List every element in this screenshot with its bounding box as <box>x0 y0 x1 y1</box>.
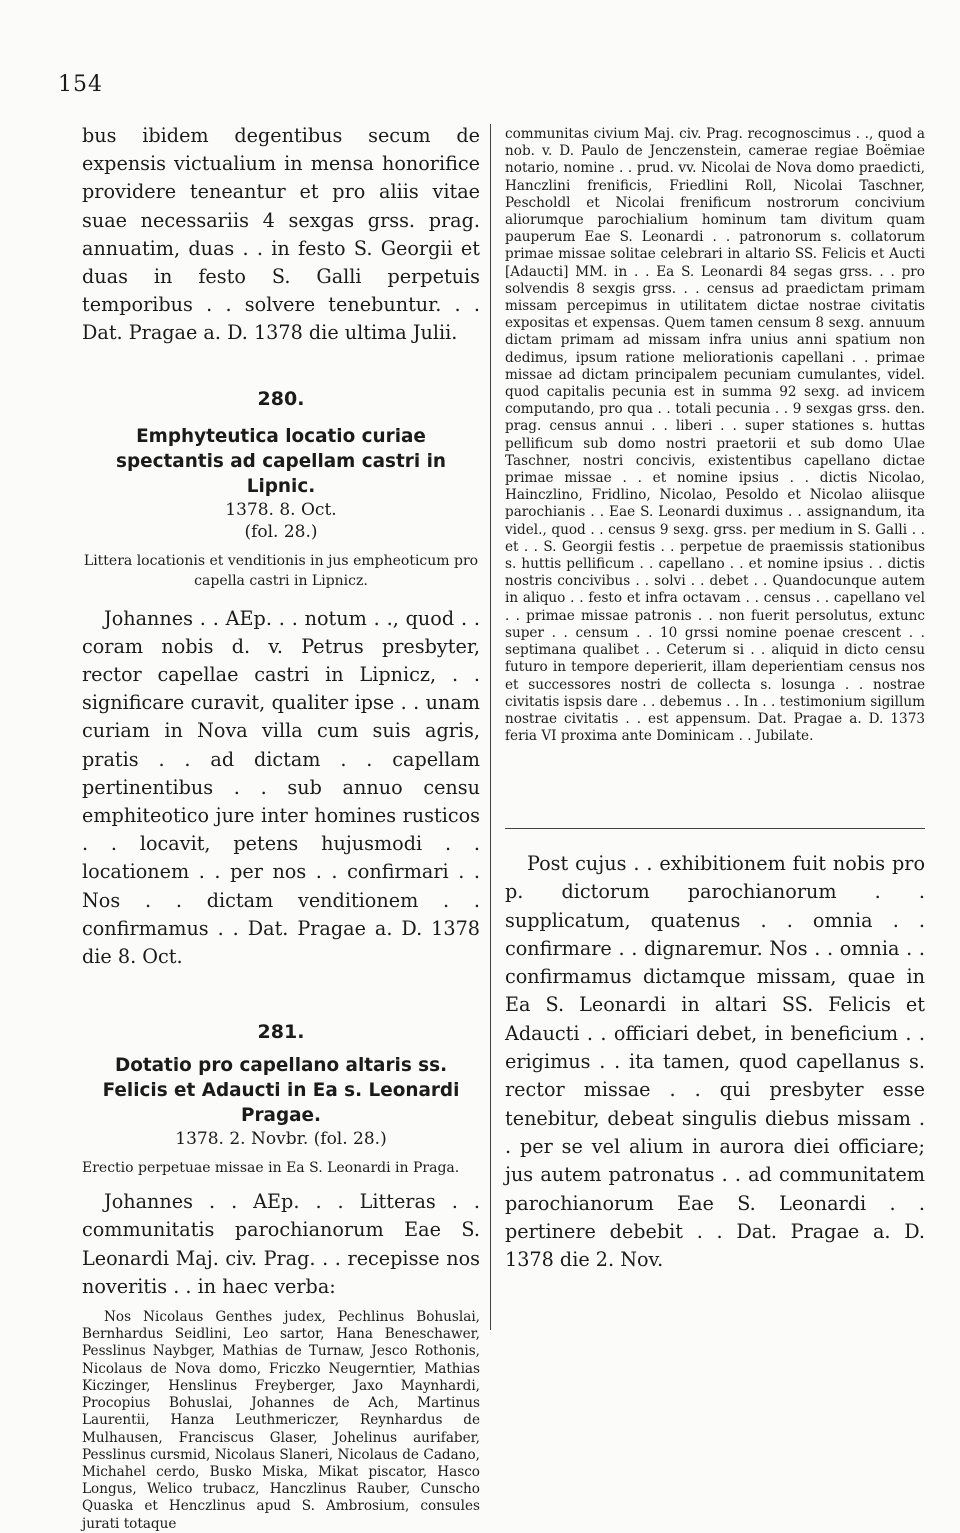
page-number: 154 <box>58 72 103 97</box>
document-regest-281: Erectio perpetuae missae in Ea S. Leonardi in Praga. <box>82 1160 460 1177</box>
insert-text-continued-container <box>505 126 925 745</box>
column-divider <box>490 124 491 1330</box>
document-number-281: 281. <box>257 1021 305 1044</box>
left-column <box>82 122 480 1533</box>
document-body-280-container <box>82 605 480 972</box>
closing-text: Post cujus . . exhibitionem fuit nobis pro p. dictorum parochianorum . . supplicatum, quatenus . . omnia . . confirmare . . dignaremur. Nos . . omnia . . confirmamus dictamque missam, quae in Ea S. Leonardi in altari SS. Felicis et Adaucti . . officiari debet, in beneficium . . erigimus . . ita tamen, quod capellanus s. rector missae . . qui presbyter esse tenebitur, debeat singulis diebus missam . . per se vel alium in aurora diei officiare; jus autem patronatus . . ad communitatem parochianorum Eae S. Leonardi . . pertinere debebit . . Dat. Pragae a. D. 1378 die 2. Nov. <box>505 852 925 1272</box>
document-heading-281: Dotatio pro capellano altaris ss. Felicis et Adaucti in Ea s. Leonardi Pragae. <box>102 1055 460 1127</box>
document-date-280: 1378. 8. Oct. <box>225 499 337 520</box>
insert-text-continued: communitas civium Maj. civ. Prag. recognoscimus . ., quod a nob. v. D. Paulo de Jenczenstein, camerae regiae Boëmiae notario, nomine . . prud. vv. Nicolai de Nova domo praedicti, Hanczlini frenificis, Friedlini Roll, Nicolai Taschner, Pescholdl et Nicolai frenificum nostrorum concivium aliorumque parochialium hominum tam divitum quam pauperum Eae S. Leonardi . . patronorum s. collatorum primae missae solitae celebrari in altario SS. Felicis et Aucti [Adaucti] MM. in . . Ea S. Leonardi 84 segas grss. . . pro solvendis 8 sexgis grss. . . census ad praedictam primam missam percepimus in utilitatem dictae nostrae civitatis expositas et expensas. Quem tamen censum 8 sexg. annuum dictam primam ad missam infra unius anni spatium non dedimus, ipsum ratione meliorationis capellani . . primae missae ad dictam principalem pecuniam cumulantes, videl. quod capitalis pecunia est in summa 92 sexg. ad invicem computando, pro qua . . totali pecunia . . 9 sexgas grss. den. prag. census annui . . liberi . . super stationes s. huttas pellificum sub domo nostri praetorii et sub domo Ulae Taschner, nostri concivis, existentibus capellano dictae primae missae . . et nomine ipsius . . dictis Nicolao, Hainczlino, Fridlino, Nicolao, Pesoldo et Nicolao aliisque parochianis . . Eae S. Leonardi duximus . . assignandum, ita videl., quod . . census 9 sexg. grss. per medium in S. Galli . . et . . S. Georgii festis . . perpetue de praemissis stationibus s. huttis pellificum . . capellano . . et nomine ipsius . . dictis nostris concivibus . . solvi . . debet . . Quandocunque autem in aliquo . . festo et infra octavam . . census . . capellano vel . . primae missae patronis . . non fuerit persolutus, extunc super . . censum . . 10 grssi nomine poenae crescent . . septimana qualibet . . Ceterum si . . aliquid in dicto censu futuro in tempore deperierit, illam deperientiam census nos et successores nostri de collecta s. losunga . . nostrae civitatis ispsis dare . . debemus . . In . . testimonium sigillum nostrae civitatis . . est appensum. Dat. Pragae a. D. 1373 feria VI proxima ante Dominicam . . Jubilate. <box>505 126 925 745</box>
document-folio-280: (fol. 28.) <box>244 521 318 542</box>
closing-paragraph-container <box>505 850 925 1274</box>
insert-text-start: Nos Nicolaus Genthes judex, Pechlinus Bohuslai, Bernhardus Seidlini, Leo sartor, Hana Beneschawer, Pesslinus Naybger, Mathias de Turnaw, Jesco Rothonis, Nicolaus de Nova domo, Friczko Neugerntier, Mathias Kiczinger, Henslinus Freyberger, Jaxo Maynhardi, Procopius Bohuslai, Johannes de Ach, Martinus Laurentii, Hanza Leuthmericzer, Reynhardus de Mulhausen, Franciscus Glaser, Johelinus aurifaber, Pesslinus cursmid, Nicolaus Slaneri, Nicolaus de Cadano, Michahel cerdo, Busko Miska, Mikat piscator, Hasco Longus, Welico trubacz, Hanczlinus Rauber, Cunscho Quaska et Henczlinus apud S. Ambrosium, consules jurati totaque <box>82 1309 480 1532</box>
document-heading-280: Emphyteutica locatio curiae spectantis ad capellam castri in Lipnic. <box>116 425 446 497</box>
insert-end-rule <box>505 828 925 829</box>
document-body-280: Johannes . . AEp. . . notum . ., quod . . coram nobis d. v. Petrus presbyter, rector capellae castri in Lipnicz, . . significare curavit, qualiter ipse . . unam curiam in Nova villa cum suis agris, pratis . . ad dictam . . capellam pertinentibus . . sub annuo censu emphiteotico jure inter homines rusticos . . locavit, petens hujusmodi . . locationem . . per nos . . confirmari . . Nos . . dictam venditionem . . confirmamus . . Dat. Pragae a. D. 1378 die 8. Oct. <box>82 606 480 969</box>
continuation-paragraph <box>82 122 480 348</box>
right-column-closing <box>505 850 925 1274</box>
document-date-281: 1378. 2. Novbr. (fol. 28.) <box>175 1129 387 1150</box>
continuation-text: bus ibidem degentibus secum de expensis victualium in mensa honorifice providere teneantur et pro aliis vitae suae necessariis 4 sexgas grss. prag. annuatim, duas . . in festo S. Georgii et duas in festo S. Galli perpetuis temporibus . . solvere tenebuntur. . . Dat. Pragae a. D. 1378 die ultima Julii. <box>82 124 480 345</box>
right-column <box>505 126 925 745</box>
document-intro-281-container <box>82 1188 480 1301</box>
document-intro-281: Johannes . . AEp. . . Litteras . . communitatis parochianorum Eae S. Leonardi Maj. civ. Prag. . . recepisse nos noveritis . . in haec verba: <box>82 1190 480 1298</box>
document-number-280: 280. <box>257 387 305 410</box>
insert-text-start-container <box>82 1309 480 1533</box>
document-regest-280: Littera locationis et venditionis in jus empheoticum pro capella castri in Lipnicz. <box>83 552 479 589</box>
